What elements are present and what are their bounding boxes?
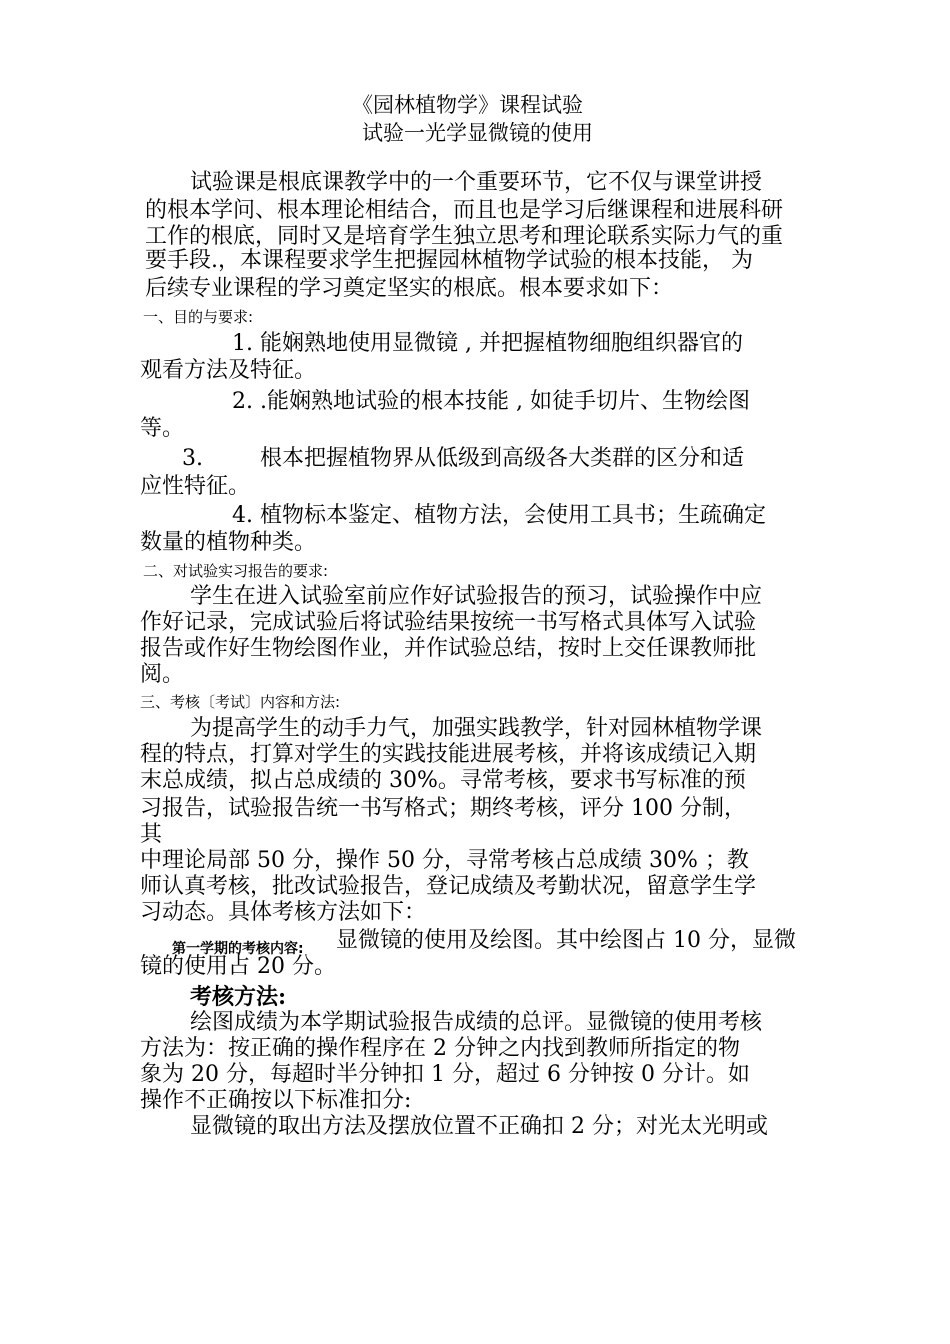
report-line-1: 学生在进入试验室前应作好试验报告的预习，试验操作中应	[190, 584, 763, 609]
assessment-line-7: 师认真考核，批改试验报告，登记成绩及考勤状况，留意学生学	[140, 874, 757, 899]
objective-1-line-1: 1. 能娴熟地使用显微镜 , 并把握植物细胞组织器官的	[232, 331, 743, 356]
intro-line-5: 后续专业课程的学习奠定坚实的根底。根本要求如下：	[145, 276, 674, 301]
report-line-3: 报告或作好生物绘图作业，并作试验总结，按时上交任课教师批	[140, 636, 757, 661]
objective-2-line-2: 等。	[140, 416, 185, 441]
method-heading: 考核方法:	[190, 984, 287, 1010]
first-term-line-1: 显微镜的使用及绘图。其中绘图占 10 分，显微	[336, 928, 796, 953]
objective-3-number: 3.	[182, 446, 203, 471]
intro-line-4: 要手段.，本课程要求学生把握园林植物学试验的根本技能， 为	[145, 248, 753, 273]
assessment-line-8: 习动态。具体考核方法如下：	[140, 900, 427, 925]
method-line-5: 显微镜的取出方法及摆放位置不正确扣 2 分；对光太光明或	[190, 1114, 768, 1139]
assessment-line-2: 程的特点，打算对学生的实践技能进展考核，并将该成绩记入期	[140, 742, 757, 767]
doc-subtitle: 试验一光学显微镜的使用	[362, 121, 593, 145]
objective-3-line-1: 根本把握植物界从低级到高级各大类群的区分和适	[260, 446, 745, 471]
assessment-line-1: 为提高学生的动手力气，加强实践教学，针对园林植物学课	[190, 716, 763, 741]
report-line-4: 阅。	[140, 662, 185, 687]
intro-line-3: 工作的根底，同时又是培育学生独立思考和理论联系实际力气的重	[145, 224, 784, 249]
first-term-line-2: 镜的使用占 20 分。	[140, 954, 336, 979]
objective-4-line-2: 数量的植物种类。	[140, 530, 317, 555]
method-line-3: 象为 20 分，每超时半分钟扣 1 分，超过 6 分钟按 0 分计。如	[140, 1062, 750, 1087]
intro-line-1: 试验课是根底课教学中的一个重要环节，它不仅与课堂讲授	[190, 170, 763, 195]
doc-title: 《园林植物学》课程试验	[352, 93, 583, 117]
first-term-label: 第一学期的考核内容:	[172, 941, 304, 957]
objective-3-line-2: 应性特征。	[140, 474, 251, 499]
objective-1-line-2: 观看方法及特征。	[140, 358, 317, 383]
method-line-4: 操作不正确按以下标准扣分:	[140, 1088, 412, 1113]
assessment-line-5: 其	[140, 822, 163, 847]
objective-4-line-1: 4. 植物标本鉴定、植物方法，会使用工具书；生疏确定	[232, 503, 766, 528]
section3-heading: 三、考核〔考试〕内容和方法:	[140, 693, 341, 711]
method-line-1: 绘图成绩为本学期试验报告成绩的总评。显微镜的使用考核	[190, 1010, 763, 1035]
assessment-line-6: 中理论局部 50 分，操作 50 分，寻常考核占总成绩 30% ；教	[140, 848, 749, 873]
assessment-line-3: 末总成绩，拟占总成绩的 30%。寻常考核，要求书写标准的预	[140, 768, 746, 793]
assessment-line-4: 习报告，试验报告统一书写格式；期终考核，评分 100 分制，	[140, 796, 746, 821]
section1-heading: 一、目的与要求:	[143, 308, 254, 326]
report-line-2: 作好记录，完成试验后将试验结果按统一书写格式具体写入试验	[140, 610, 757, 635]
method-line-2: 方法为：按正确的操作程序在 2 分钟之内找到教师所指定的物	[140, 1036, 740, 1061]
section2-heading: 二、对试验实习报告的要求:	[143, 562, 329, 580]
intro-line-2: 的根本学问、根本理论相结合，而且也是学习后继课程和进展科研	[145, 198, 784, 223]
objective-2-line-1: 2. .能娴熟地试验的根本技能 , 如徒手切片、生物绘图	[232, 389, 750, 414]
